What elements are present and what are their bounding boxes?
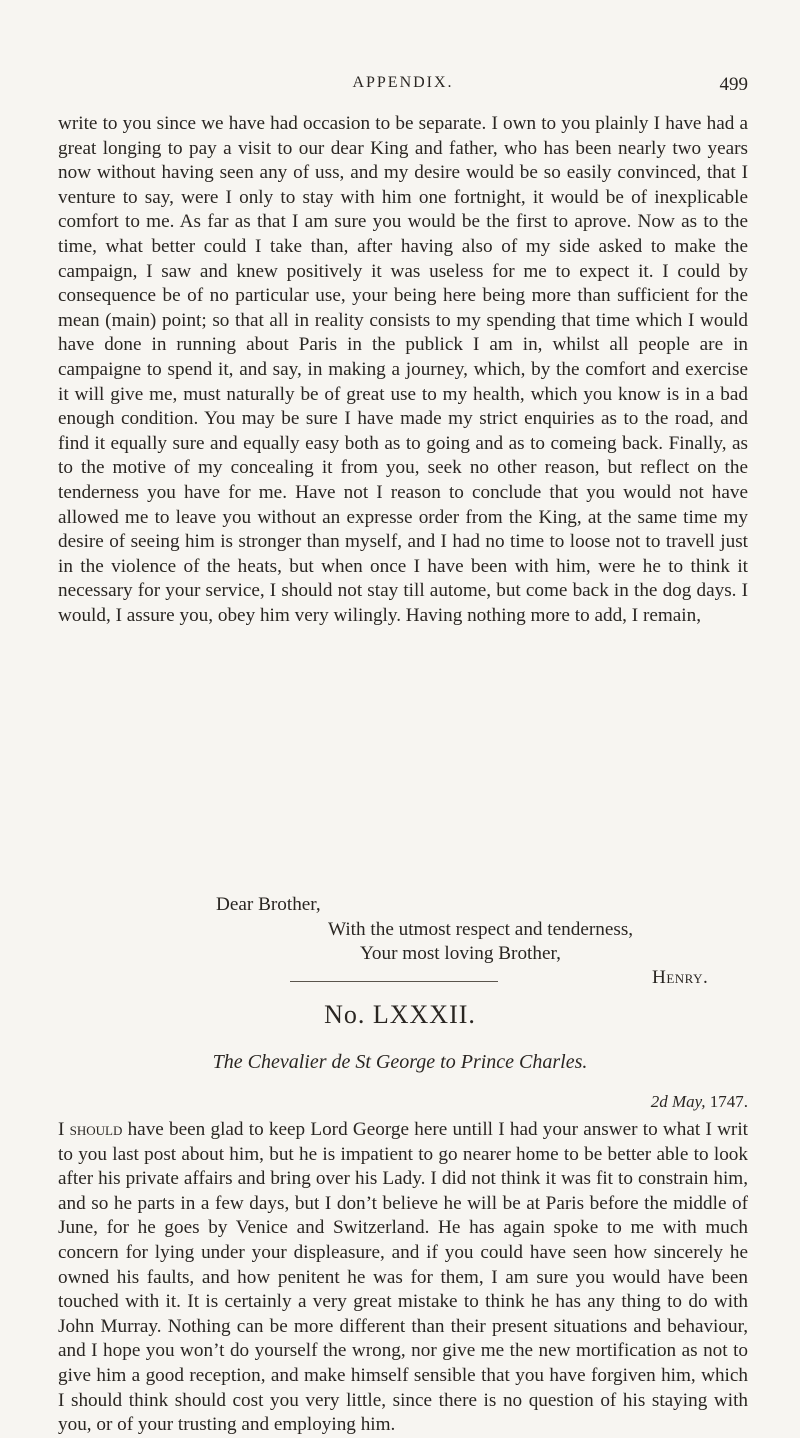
second-letter-body [58, 1118, 748, 1438]
page-number: 499 [719, 74, 748, 95]
paragraph-text: have been glad to keep Lord George here untill I had your answer to what I writ to you last post about him, but he is impatient to go nearer home to be better able to look after his private affairs and bring over his Lady. I did not think it was fit to constrain him, and so he parts in a few days, but I don’t believe he will be at Paris before the middle of June, for he goes by Venice and Switzerland. He has again spoke to me with much concern for lying under your displeasure, and if you could have seen how sincerely he owned his faults, and how penitent he was for them, I am sure you would have been touched with it. It is certainly a very great mistake to think he has any thing to do with John Murray. Nothing can be more different than their present situations and behaviour, and I hope you won’t do yourself the wrong, nor give me the new mortification as not to give him a good reception, and make himself sensible that you have forgiven him, which I should think should cost you very little, since there is no question of his staying with you, or of your trusting and employing him. [58, 1119, 748, 1436]
date-day: 2d May, [650, 1092, 706, 1111]
letter-title: The Chevalier de St George to Prince Charles. [212, 1051, 588, 1073]
letter-paragraph [58, 1118, 748, 1438]
section-divider [290, 981, 498, 982]
date-year: 1747. [709, 1092, 748, 1111]
letter-paragraph: write to you since we have had occasion to be separate. I own to you plainly I have had a great longing to pay a visit to our dear King and father, who has been nearly two years now without having seen any of uss, and my desire would be so easily convinced, that I venture to say, were I only to stay with him one fortnight, it would be of inexplicable comfort to me. As far as that I am sure you would be the first to aprove. Now as to the time, what better could I take than, after having also of my side asked to make the campaign, I saw and knew positively it was useless for me to expect it. I could by consequence be of no particular use, your being here being more than sufficient for the mean (main) point; so that all in reality consists to my spending that time which I would have done in running about Paris in the publick I am in, whilst all people are in campaigne to spend it, and say, in making a journey, which, by the comfort and exercise it will give me, must naturally be of great use to my health, which you know is in a bad enough condition. You may be sure I have made my strict enquiries as to the road, and find it equally sure and equally easy both as to going and as to comeing back. Finally, as to the motive of my concealing it from you, seek no other reason, but reflect on the tenderness you have for me. Have not I reason to conclude that you would not have allowed me to leave you without an expresse order from the King, at the same time my desire of seeing him is stronger than myself, and I had no time to loose not to travell just in the violence of the heats, but when once I have been with him, were he to think it necessary for your service, I should not stay till autome, but come back in the dog days. I would, I assure you, obey him very wilingly. Having nothing more to add, I remain, [58, 113, 748, 626]
opening-words: I should [58, 1119, 123, 1140]
closing-line: Your most loving Brother, [360, 943, 561, 964]
letter-date [651, 1092, 748, 1112]
running-head: APPENDIX. [352, 74, 454, 91]
page-header [58, 74, 748, 98]
signature: Henry. [652, 967, 709, 988]
letter-number: No. LXXXII. [324, 1000, 476, 1029]
closing-salutation: Dear Brother, [216, 894, 321, 915]
letter-body [58, 112, 748, 628]
closing-line: With the utmost respect and tenderness, [328, 919, 634, 940]
